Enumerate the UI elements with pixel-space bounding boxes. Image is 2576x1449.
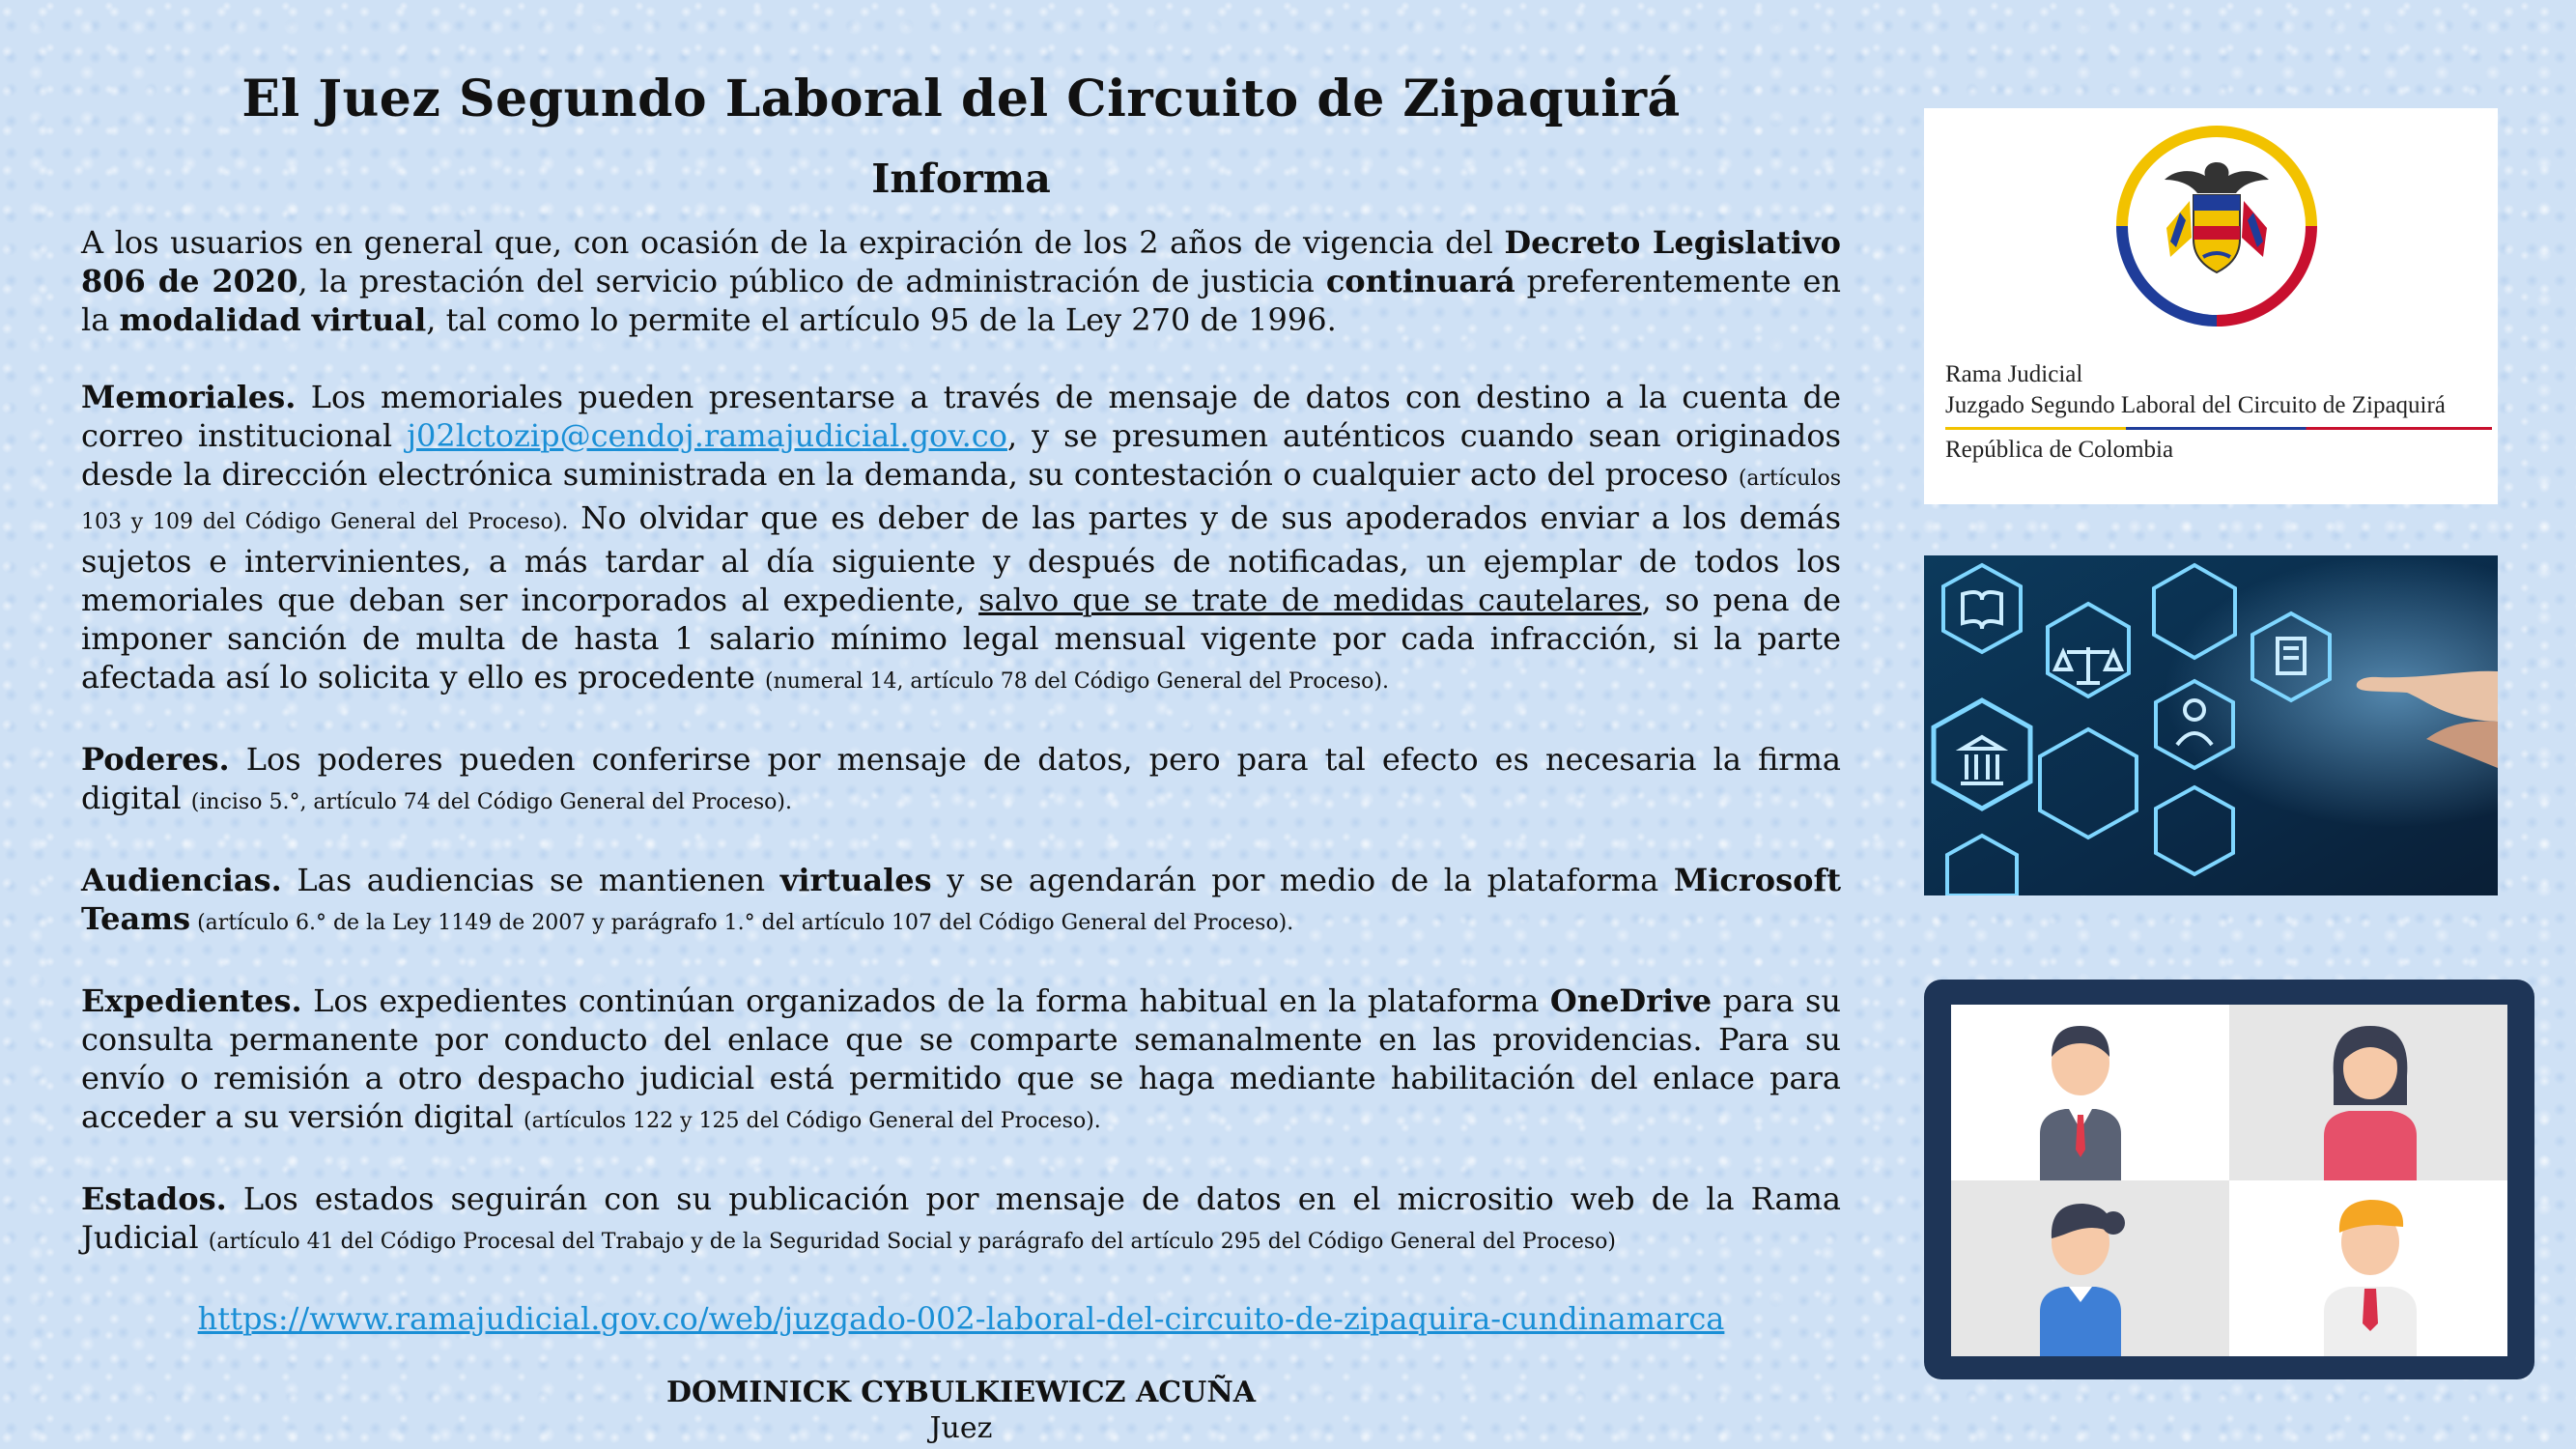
poderes-heading: Poderes. <box>81 741 230 778</box>
estados-text: Los estados seguirán con su publicación por mensaje de datos en el micrositio web de la Rama Judicial <box>81 1180 1841 1256</box>
signature-block <box>81 1376 1841 1445</box>
page-title: El Juez Segundo Laboral del Circuito de Zipaquirá <box>241 70 1681 128</box>
digital-justice-image <box>1924 555 2498 895</box>
expedientes-text-2: para su consulta permanente por conducto del enlace que se comparte semanalmente en las providencias. Para su envío o remisión a otro despacho judicial está permitido que se haga mediante habilitación del enlace para acceder a su versión digital <box>81 982 1842 1135</box>
logo-line-1: Rama Judicial <box>1945 361 2083 387</box>
email-link[interactable]: j02lctozip@cendoj.ramajudicial.gov.co <box>407 417 1007 454</box>
logo-line-3: República de Colombia <box>1945 437 2174 463</box>
memoriales-text-4: , so pena de imponer sanción de multa de hasta 1 salario mínimo legal mensual vigente por cada infracción, si la parte afectada así lo solicita y ello es procedente <box>81 582 1842 696</box>
expedientes-paragraph <box>81 981 1841 1141</box>
audiencias-heading: Audiencias. <box>81 862 282 898</box>
intro-bold-modalidad: modalidad virtual <box>119 301 427 338</box>
page-subtitle: Informa <box>871 156 1051 202</box>
rama-judicial-logo <box>1924 108 2498 504</box>
estados-citation: (artículo 41 del Código Procesal del Trabajo y de la Seguridad Social y parágrafo del artículo 295 del Código General del Proceso) <box>208 1230 1616 1254</box>
signature-name: DOMINICK CYBULKIEWICZ ACUÑA <box>665 1376 1257 1409</box>
audiencias-paragraph <box>81 861 1841 943</box>
logo-line-2: Juzgado Segundo Laboral del Circuito de Zipaquirá <box>1945 392 2446 418</box>
expedientes-text-1: Los expedientes continúan organizados de la forma habitual en la plataforma <box>301 982 1550 1019</box>
memoriales-citation-2: (numeral 14, artículo 78 del Código General del Proceso). <box>764 669 1389 694</box>
audiencias-text-1: Las audiencias se mantienen <box>281 862 780 898</box>
intro-text-1: A los usuarios en general que, con ocasión de la expiración de los 2 años de vigencia del <box>81 224 1505 261</box>
audiencias-bold-virtuales: virtuales <box>779 862 932 898</box>
intro-text-3: preferentemente en la <box>81 263 1842 338</box>
intro-text-4: , tal como lo permite el artículo 95 de la Ley 270 de 1996. <box>426 301 1337 338</box>
audiencias-text-2: y se agendarán por medio de la plataforma <box>931 862 1674 898</box>
memoriales-paragraph <box>81 378 1841 701</box>
poderes-text: Los poderes pueden conferirse por mensaje de datos, pero para tal efecto es necesaria la firma digital <box>81 741 1841 816</box>
website-link-line <box>81 1300 1841 1337</box>
memoriales-underlined: salvo que se trate de medidas cautelares <box>978 582 1642 618</box>
memoriales-text-3: No olvidar que es deber de las partes y de sus apoderados enviar a los demás sujetos e intervinientes, a más tardar al día siguiente y después de notificadas, un ejemplar de todos los memoriales que deban ser incorporados al expediente, <box>81 499 1841 618</box>
signature-role: Juez <box>929 1411 993 1445</box>
poderes-citation: (inciso 5.°, artículo 74 del Código General del Proceso). <box>190 790 792 814</box>
estados-heading: Estados. <box>81 1180 227 1217</box>
intro-paragraph <box>81 223 1841 339</box>
intro-text-2: , la prestación del servicio público de administración de justicia <box>297 263 1326 299</box>
intro-bold-decree: Decreto Legislativo 806 de 2020 <box>81 224 1842 299</box>
expedientes-heading: Expedientes. <box>81 982 302 1019</box>
audiencias-citation: (artículo 6.° de la Ley 1149 de 2007 y parágrafo 1.° del artículo 107 del Código General del Proceso). <box>190 911 1294 935</box>
website-link[interactable]: https://www.ramajudicial.gov.co/web/juzgado-002-laboral-del-circuito-de-zipaquira-cundinamarca <box>197 1300 1725 1337</box>
audiencias-bold-teams: Microsoft Teams <box>81 862 1842 937</box>
poderes-paragraph <box>81 740 1841 822</box>
intro-bold-continuara: continuará <box>1325 263 1515 299</box>
expedientes-bold-onedrive: OneDrive <box>1549 982 1713 1019</box>
flag-rule <box>1945 427 2492 430</box>
video-conference-image <box>1924 980 2534 1379</box>
seal-icon <box>2103 112 2331 340</box>
notice-document <box>81 70 1841 1445</box>
memoriales-text-2: , y se presumen auténticos cuando sean originados desde la dirección electrónica suministrada en la demanda, su contestación o cualquier acto del proceso <box>81 417 1842 493</box>
memoriales-heading: Memoriales. <box>81 379 297 415</box>
expedientes-citation: (artículos 122 y 125 del Código General del Proceso). <box>524 1109 1101 1133</box>
estados-paragraph <box>81 1179 1841 1262</box>
memoriales-citation-1: (artículos 103 y 109 del Código General del Proceso). <box>81 467 1841 534</box>
memoriales-text-1: Los memoriales pueden presentarse a través de mensaje de datos con destino a la cuenta de correo institucional <box>81 379 1841 454</box>
